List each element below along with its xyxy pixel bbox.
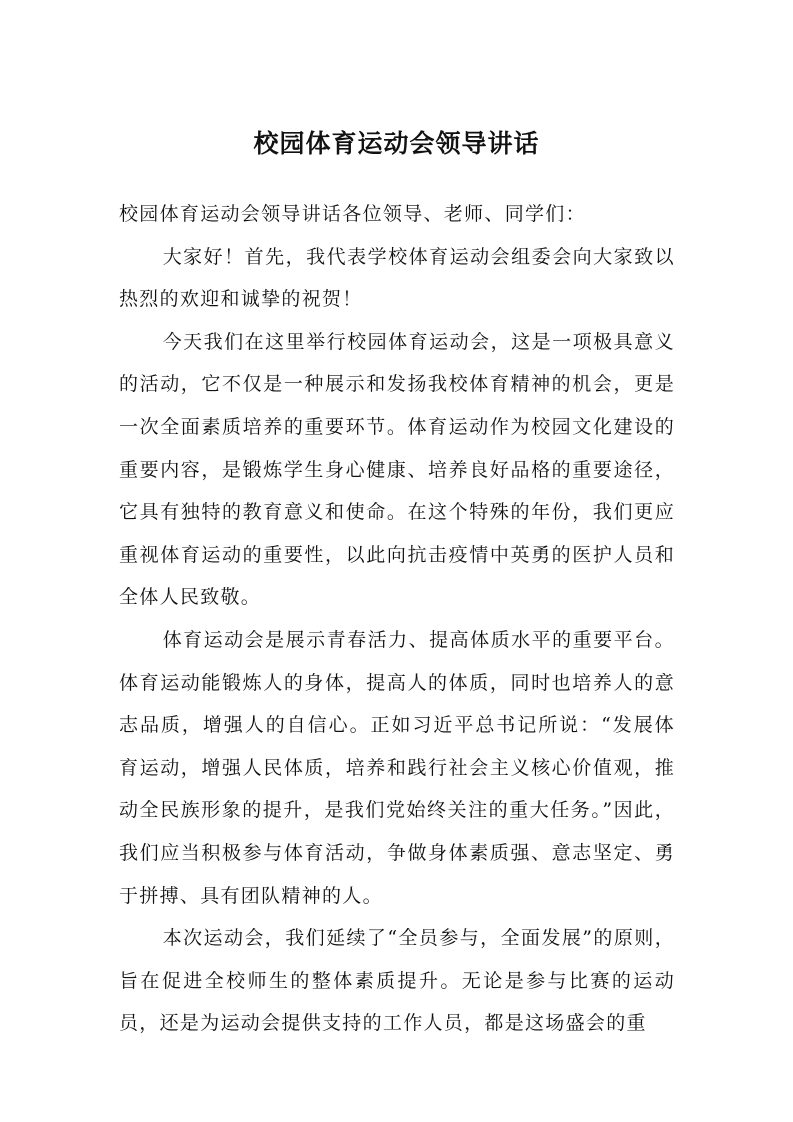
document-body: [119, 193, 675, 1045]
document-title: 校园体育运动会领导讲话: [253, 129, 540, 158]
body-paragraph: 今天我们在这里举行校园体育运动会，这是一项极具意义的活动，它不仅是一种展示和发扬我校体育精神的机会，更是一次全面素质培养的重要环节。体育运动作为校园文化建设的重要内容，是锻炼学生身心健康、培养良好品格的重要途径，它具有独特的教育意义和使命。在这个特殊的年份，我们更应重视体育运动的重要性，以此向抗击疫情中英勇的医护人员和全体人民致敬。: [119, 330, 675, 609]
body-paragraph: 本次运动会，我们延续了“全员参与，全面发展”的原则，旨在促进全校师生的整体素质提升。无论是参与比赛的运动员，还是为运动会提供支持的工作人员，都是这场盛会的重: [119, 927, 675, 1035]
greeting-paragraph: 大家好！首先，我代表学校体育运动会组委会向大家致以热烈的欢迎和诚挚的祝贺！: [119, 245, 675, 311]
body-paragraph: 体育运动会是展示青春活力、提高体质水平的重要平台。体育运动能锻炼人的身体，提高人的体质，同时也培养人的意志品质，增强人的自信心。正如习近平总书记所说：“发展体育运动，增强人民体质，培养和践行社会主义核心价值观，推动全民族形象的提升，是我们党始终关注的重大任务。”因此，我们应当积极参与体育活动，争做身体素质强、意志坚定、勇于拼搏、具有团队精神的人。: [119, 628, 675, 907]
salutation-paragraph: 校园体育运动会领导讲话各位领导、老师、同学们：: [119, 203, 586, 225]
